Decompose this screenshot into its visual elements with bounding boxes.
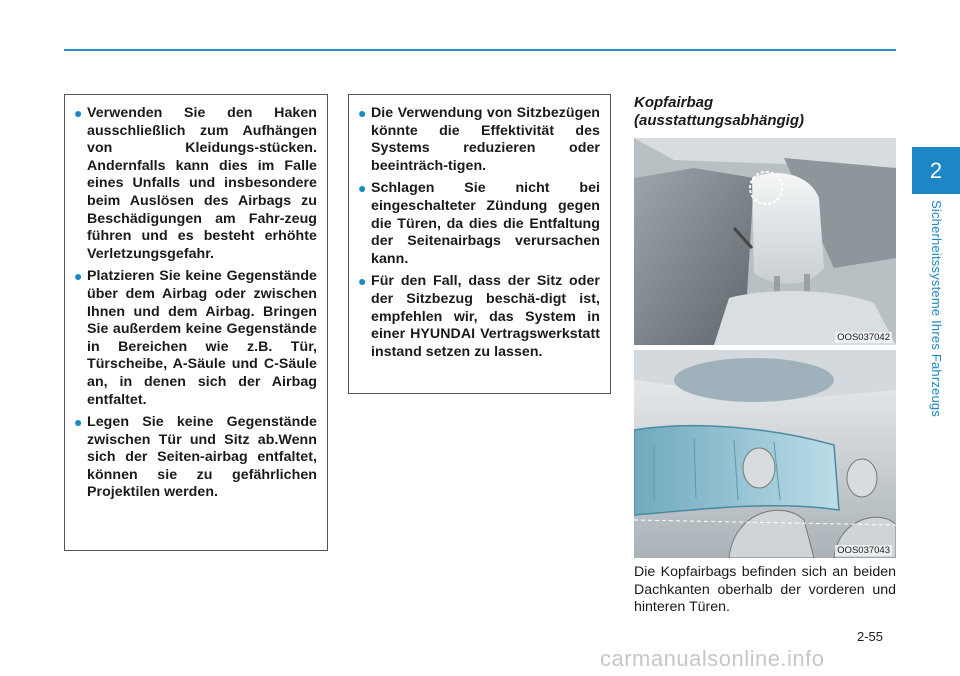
illustration-headrest: [634, 138, 896, 345]
warning-box-2: [348, 94, 611, 394]
chapter-number: 2: [929, 157, 943, 183]
body-text: Die Kopfairbags befinden sich an beiden Dachkanten oberhalb der vorderen und hinteren Türen.: [634, 564, 896, 615]
headrest-illustration-icon: [634, 138, 896, 345]
warning-item: ● Legen Sie keine Gegenstände zwischen Tür und Sitz ab.Wenn sich der Seiten-airbag entfaltet, können sie zu gefährlichen Projektilen werden.: [74, 414, 317, 501]
bullet-icon: ●: [358, 273, 367, 290]
warning-item: ● Platzieren Sie keine Gegenstände über dem Airbag oder zwischen Ihnen und dem Airbag. Bringen Sie außerdem keine Gegenstände in Bereichen wie z.B. Tür, Türscheibe, A-Säule und C-Säule an, in denen sich der Airbag entfaltet.: [74, 268, 317, 408]
warning-box-1: [64, 94, 328, 551]
image-code-2: OOS037043: [837, 545, 890, 556]
illustration-curtain-airbag: [634, 350, 896, 558]
warning-item: ● Verwenden Sie den Haken ausschließlich zum Aufhängen von Kleidungs-stücken. Andernfalls kann dies im Falle eines Unfalls und insbesondere beim Auslösen des Airbags zu Beschädigungen am Fahr-zeug führen und es besteht erhöhte Verletzungsgefahr.: [74, 105, 317, 262]
top-rule: [64, 49, 896, 51]
warning-list-2: [357, 105, 600, 361]
chapter-tab: [912, 147, 960, 194]
section-title: Kopfairbag (ausstattungsabhängig): [634, 94, 805, 129]
bullet-icon: ●: [74, 105, 83, 121]
bullet-icon: ●: [74, 414, 83, 431]
warning-item: ● Die Verwendung von Sitzbezügen könnte die Effektivität des Systems reduzieren oder beeinträch-tigen.: [358, 105, 600, 174]
watermark: carmanualsonline.info: [600, 646, 825, 671]
warning-list-1: [73, 105, 317, 502]
warning-item: ● Schlagen Sie nicht bei eingeschalteter Zündung gegen die Türen, da dies die Entfaltung der Seitenairbags verursachen kann.: [358, 180, 600, 267]
bullet-icon: ●: [358, 105, 367, 121]
bullet-icon: ●: [74, 268, 83, 285]
image-code-1: OOS037042: [837, 332, 890, 343]
warning-item: ● Für den Fall, dass der Sitz oder der Sitzbezug beschä-digt ist, empfehlen wir, das System in einer HYUNDAI Vertragswerkstatt instand setzen zu lassen.: [358, 273, 600, 360]
bullet-icon: ●: [358, 180, 367, 197]
chapter-side-title: Sicherheitssysteme Ihres Fahrzeugs: [929, 200, 944, 418]
page-number: 2-55: [857, 629, 884, 644]
curtain-airbag-illustration-icon: [634, 350, 896, 558]
